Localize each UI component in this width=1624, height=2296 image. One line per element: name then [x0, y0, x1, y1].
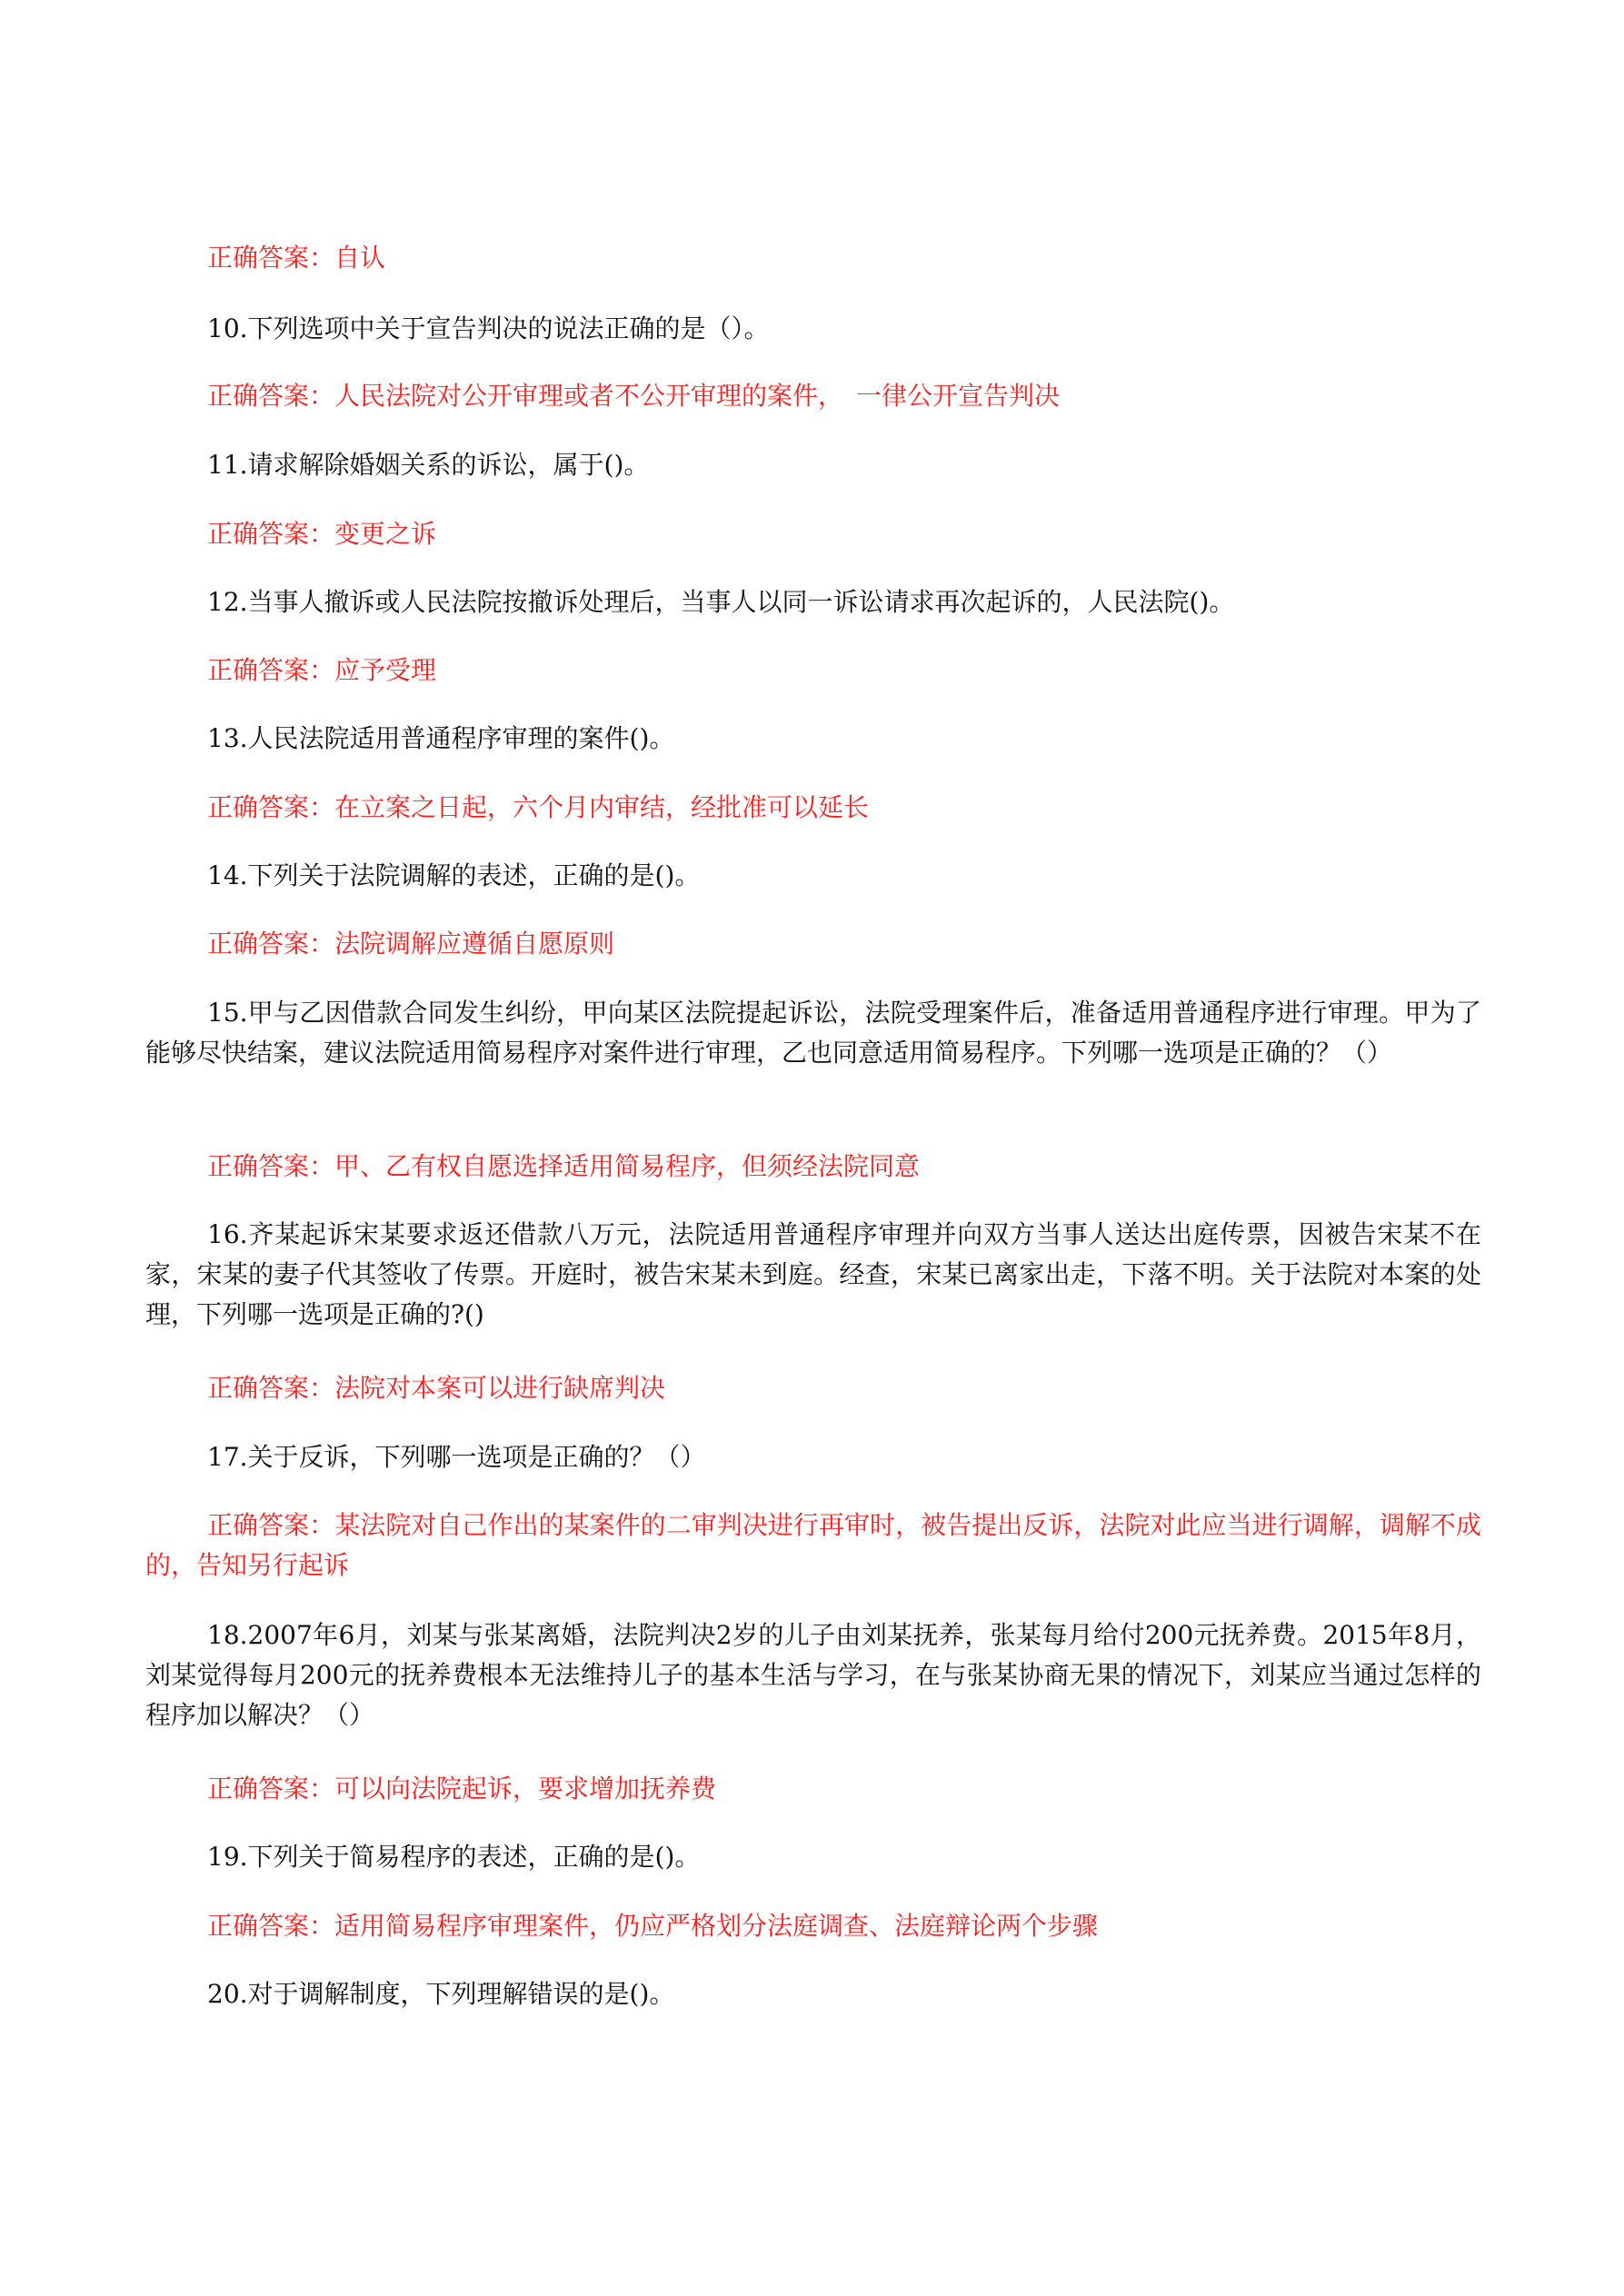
answer-text: 法院调解应遵循自愿原则 — [334, 929, 615, 959]
question-12: 12.当事人撤诉或人民法院按撤诉处理后，当事人以同一诉讼请求再次起诉的，人民法院()。 — [207, 587, 1235, 617]
answer-label: 正确答案： — [207, 655, 335, 685]
question-16: 16.齐某起诉宋某要求返还借款八万元，法院适用普通程序审理并向双方当事人送达出庭传票，因被告宋某不在家，宋某的妻子代其签收了传票。开庭时，被告宋某未到庭。经查，宋某已离家出走，下落不明。关于法院对本案的处理，下列哪一选项是正确的?() — [145, 1219, 1481, 1329]
answer-line — [145, 1147, 1481, 1187]
question-15: 15.甲与乙因借款合同发生纠纷，甲向某区法院提起诉讼，法院受理案件后，准备适用普通程序进行审理。甲为了能够尽快结案，建议法院适用简易程序对案件进行审理，乙也同意适用简易程序。下列哪一选项是正确的？（） — [145, 998, 1481, 1068]
question-19: 19.下列关于简易程序的表述，正确的是()。 — [207, 1842, 701, 1872]
answer-line — [145, 376, 1481, 416]
question-11: 11.请求解除婚姻关系的诉讼，属于()。 — [207, 450, 650, 480]
answer-line — [145, 1506, 1481, 1585]
question-20: 20.对于调解制度，下列理解错误的是()。 — [207, 1979, 675, 2009]
answer-line — [145, 651, 1481, 691]
answer-label: 正确答案： — [207, 792, 335, 822]
answer-label: 正确答案： — [207, 243, 335, 273]
answer-line — [145, 1769, 1481, 1809]
question-14: 14.下列关于法院调解的表述，正确的是()。 — [207, 860, 701, 890]
question-18: 18.2007年6月，刘某与张某离婚，法院判决2岁的儿子由刘某抚养，张某每月给付200元抚养费。2015年8月，刘某觉得每月200元的抚养费根本无法维持儿子的基本生活与学习，在与张某协商无果的情况下，刘某应当通过怎样的程序加以解决？（） — [145, 1620, 1481, 1730]
answer-text: 法院对本案可以进行缺席判决 — [334, 1373, 666, 1403]
question-17: 17.关于反诉，下列哪一选项是正确的？（） — [207, 1442, 706, 1472]
answer-line — [145, 238, 1481, 278]
question-10: 10.下列选项中关于宣告判决的说法正确的是（）。 — [207, 313, 770, 343]
answer-text: 应予受理 — [334, 655, 437, 685]
answer-text: 变更之诉 — [334, 519, 437, 549]
answer-text: 甲、乙有权自愿选择适用简易程序，但须经法院同意 — [334, 1151, 921, 1181]
answer-label: 正确答案： — [207, 1774, 335, 1804]
answer-line — [145, 924, 1481, 964]
answer-label: 正确答案： — [207, 381, 335, 411]
answer-text: 某法院对自己作出的某案件的二审判决进行再审时，被告提出反诉，法院对此应当进行调解，调解不成的，告知另行起诉 — [145, 1510, 1481, 1580]
answer-text: 适用简易程序审理案件，仍应严格划分法庭调查、法庭辩论两个步骤 — [334, 1911, 1099, 1941]
answer-line — [145, 514, 1481, 554]
answer-label: 正确答案： — [207, 1151, 335, 1181]
answer-label: 正确答案： — [207, 1510, 335, 1540]
question-13: 13.人民法院适用普通程序审理的案件()。 — [207, 723, 675, 753]
answer-line — [145, 1906, 1481, 1946]
answer-line — [145, 788, 1481, 828]
answer-label: 正确答案： — [207, 929, 335, 959]
answer-label: 正确答案： — [207, 1373, 335, 1403]
answer-text: 自认 — [334, 243, 386, 273]
answer-line — [145, 1368, 1481, 1408]
answer-label: 正确答案： — [207, 1911, 335, 1941]
answer-text: 人民法院对公开审理或者不公开审理的案件， 一律公开宣告判决 — [334, 381, 1061, 411]
answer-text: 在立案之日起，六个月内审结，经批准可以延长 — [334, 792, 870, 822]
answer-text: 可以向法院起诉，要求增加抚养费 — [334, 1774, 717, 1804]
answer-label: 正确答案： — [207, 519, 335, 549]
